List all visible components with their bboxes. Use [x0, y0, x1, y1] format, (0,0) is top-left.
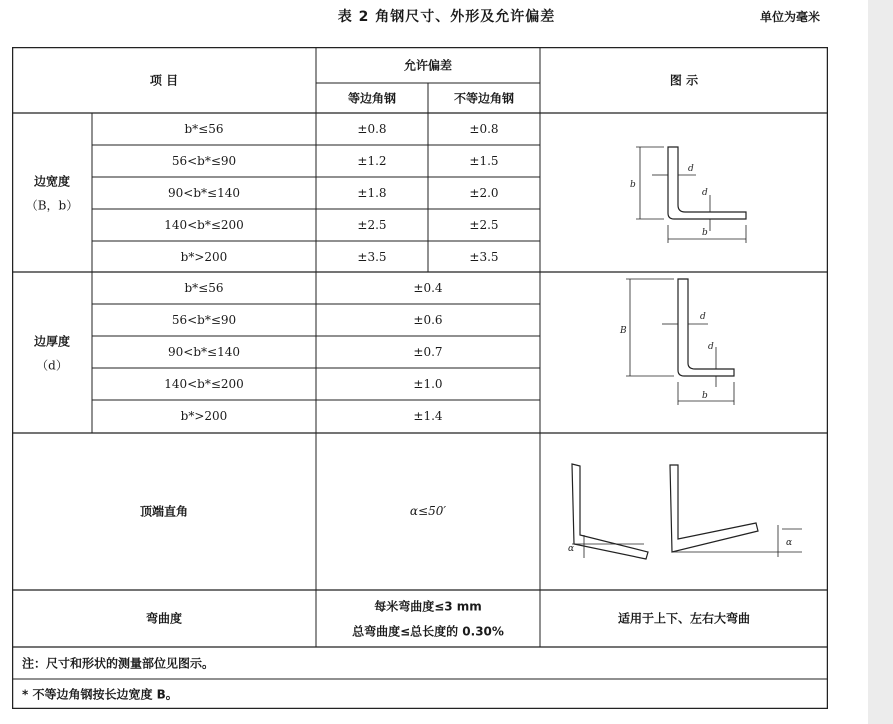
header-equal: 等边角钢: [347, 91, 397, 106]
width-group-sublabel: （B，b）: [25, 198, 79, 213]
bending-value-1: 每米弯曲度≤3 mm: [374, 599, 482, 614]
width-range: b*≤56: [184, 122, 224, 136]
page-margin: [868, 0, 893, 724]
thickness-range: 56<b*≤90: [171, 313, 237, 327]
bending-value-2: 总弯曲度≤总长度的 0.30%: [352, 624, 504, 639]
thickness-value: ±0.6: [413, 313, 443, 327]
thickness-value: ±0.7: [413, 345, 443, 359]
thickness-range: b*≤56: [184, 281, 224, 295]
width-equal: ±0.8: [357, 122, 387, 136]
thickness-value: ±0.4: [413, 281, 443, 295]
width-unequal: ±3.5: [469, 250, 499, 264]
note-2: * 不等边角钢按长边宽度 B。: [22, 687, 178, 702]
thickness-group-sublabel: （d）: [36, 358, 68, 373]
width-unequal: ±1.5: [469, 154, 499, 168]
svg-text:b: b: [702, 228, 708, 238]
unit-label: 单位为毫米: [760, 10, 821, 24]
width-unequal: ±2.5: [469, 218, 499, 232]
svg-text:d: d: [700, 312, 706, 322]
svg-text:α: α: [568, 544, 575, 554]
tolerance-table: [12, 47, 828, 709]
header-figure: 图 示: [669, 73, 699, 88]
width-equal: ±2.5: [357, 218, 387, 232]
thickness-range: 90<b*≤140: [168, 345, 240, 359]
header-item: 项 目: [149, 73, 179, 88]
svg-text:b: b: [630, 180, 636, 190]
width-range: 140<b*≤200: [164, 218, 244, 232]
right-angle-value: α≤50′: [409, 504, 447, 518]
thickness-range: b*>200: [180, 409, 228, 423]
width-equal: ±3.5: [357, 250, 387, 264]
width-group-label: 边宽度: [33, 174, 71, 189]
svg-text:d: d: [688, 164, 694, 174]
svg-text:d: d: [708, 342, 714, 352]
right-angle-diagram: [568, 464, 802, 559]
svg-text:α: α: [786, 538, 793, 548]
svg-text:b: b: [702, 391, 708, 401]
width-unequal: ±0.8: [469, 122, 499, 136]
width-unequal: ±2.0: [469, 186, 499, 200]
width-range: b*>200: [180, 250, 228, 264]
thickness-value: ±1.0: [413, 377, 443, 391]
right-angle-label: 顶端直角: [139, 504, 189, 519]
bending-label: 弯曲度: [145, 611, 183, 626]
angle-width-diagram: [630, 147, 746, 243]
width-range: 56<b*≤90: [171, 154, 237, 168]
svg-text:d: d: [702, 188, 708, 198]
angle-thickness-diagram: [619, 279, 734, 405]
bending-note: 适用于上下、左右大弯曲: [617, 611, 751, 626]
thickness-range: 140<b*≤200: [164, 377, 244, 391]
note-1: 注：尺寸和形状的测量部位见图示。: [22, 656, 215, 671]
thickness-group-label: 边厚度: [33, 334, 71, 349]
header-tolerance: 允许偏差: [403, 58, 453, 73]
width-equal: ±1.2: [357, 154, 387, 168]
svg-text:B: B: [620, 326, 627, 336]
table-title: 表 2 角钢尺寸、外形及允许偏差: [337, 9, 556, 25]
header-unequal: 不等边角钢: [453, 91, 515, 106]
width-equal: ±1.8: [357, 186, 387, 200]
width-range: 90<b*≤140: [168, 186, 240, 200]
thickness-value: ±1.4: [413, 409, 443, 423]
